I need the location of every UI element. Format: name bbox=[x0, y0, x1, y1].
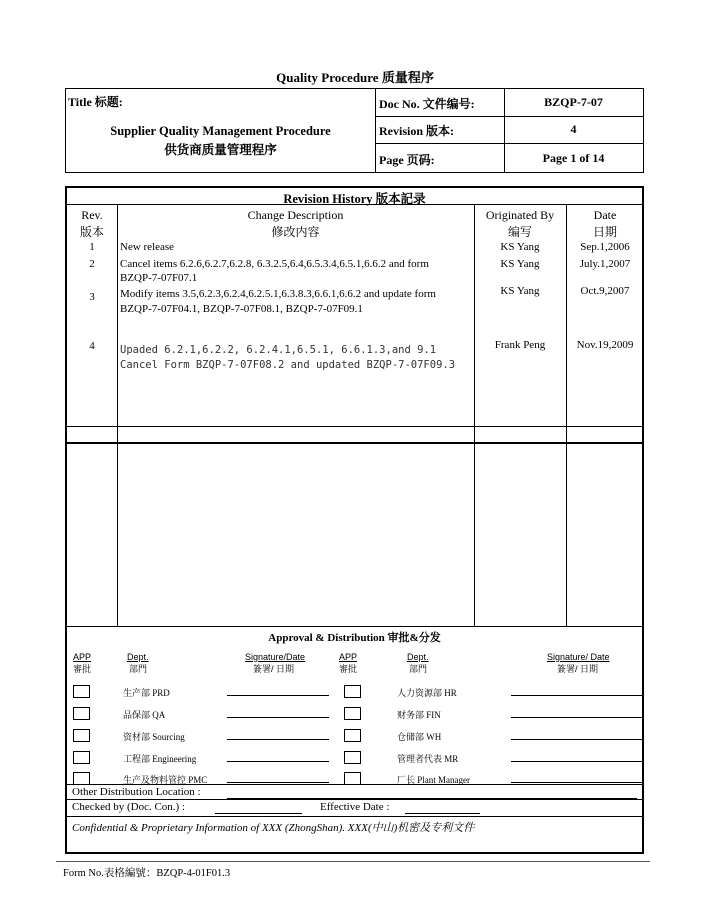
approval-checkbox[interactable] bbox=[73, 729, 90, 742]
col-desc-cn: 修改内容 bbox=[271, 225, 320, 239]
desc-cell: Cancel items 6.2.6,6.2.7,6.2.8, 6.3.2.5,6.4,6.5.3.4,6.5.1,6.6.2 and form bbox=[120, 258, 429, 270]
col-desc-en: Change Description bbox=[247, 208, 344, 222]
signature-line[interactable] bbox=[227, 717, 329, 718]
col-orig-cn: 编写 bbox=[507, 225, 532, 239]
effective-date-label: Effective Date : bbox=[320, 801, 390, 813]
procedure-name-cn: 供货商质量管理程序 bbox=[164, 143, 277, 157]
doc-no-label: Doc No. 文件编号: bbox=[379, 97, 475, 111]
signature-line[interactable] bbox=[511, 739, 642, 740]
approval-checkbox[interactable] bbox=[344, 729, 361, 742]
dept-label: 生产及物料管控 PMC bbox=[123, 775, 208, 785]
col-app-cn: 審批 bbox=[73, 664, 92, 674]
approval-checkbox[interactable] bbox=[344, 707, 361, 720]
procedure-name-en: Supplier Quality Management Procedure bbox=[110, 124, 331, 138]
col-date-cn: 日期 bbox=[592, 225, 617, 239]
confidential-notice: Confidential & Proprietary Information of XXX (ZhongShan). XXX(中山)机密及专利文件 bbox=[72, 822, 475, 834]
approval-checkbox[interactable] bbox=[73, 751, 90, 764]
dept-label: 生产部 PRD bbox=[123, 688, 170, 698]
signature-line[interactable] bbox=[227, 782, 329, 783]
originator-cell: Frank Peng bbox=[494, 339, 546, 351]
originator-cell: KS Yang bbox=[500, 241, 540, 253]
col-date-en: Date bbox=[593, 208, 617, 222]
dept-label: 管理者代表 MR bbox=[397, 754, 459, 764]
revision-label: Revision 版本: bbox=[379, 124, 455, 138]
dept-label: 人力资源部 HR bbox=[397, 688, 457, 698]
rev-cell: 1 bbox=[89, 241, 95, 253]
date-cell: July.1,2007 bbox=[579, 258, 631, 270]
desc-cell-line2: BZQP-7-07F04.1, BZQP-7-07F08.1, BZQP-7-07F09.1 bbox=[120, 303, 363, 315]
approval-checkbox[interactable] bbox=[73, 772, 90, 785]
signature-line[interactable] bbox=[511, 761, 642, 762]
dept-label: 资材部 Sourcing bbox=[123, 732, 185, 742]
signature-line[interactable] bbox=[227, 695, 329, 696]
approval-checkbox[interactable] bbox=[344, 751, 361, 764]
col-app-en: APP bbox=[73, 652, 92, 662]
originator-cell: KS Yang bbox=[500, 258, 540, 270]
page-value: Page 1 of 14 bbox=[542, 151, 605, 165]
col-orig-en: Originated By bbox=[485, 208, 555, 222]
title-label: Title 标题: bbox=[68, 95, 123, 109]
desc-cell-line2: Cancel Form BZQP-7-07F08.2 and updated BZQP-7-07F09.3 bbox=[120, 359, 456, 371]
approval-checkbox[interactable] bbox=[344, 772, 361, 785]
dept-label: 财务部 FIN bbox=[397, 710, 441, 720]
col-dept-en: Dept. bbox=[127, 652, 149, 662]
col-dept2-cn: 部門 bbox=[409, 664, 428, 674]
revision-history-heading: Revision History 版本記录 bbox=[283, 192, 426, 206]
desc-cell: Upaded 6.2.1,6.2.2, 6.2.4.1,6.5.1, 6.6.1.3,and 9.1 bbox=[120, 344, 437, 356]
col-app2-cn: 審批 bbox=[339, 664, 358, 674]
page-title: Quality Procedure 质量程序 bbox=[276, 70, 434, 85]
originator-cell: KS Yang bbox=[500, 285, 540, 297]
col-sig1-en: Signature/Date bbox=[245, 652, 306, 662]
signature-line[interactable] bbox=[227, 739, 329, 740]
approval-heading: Approval & Distribution 审批&分发 bbox=[268, 632, 441, 644]
desc-cell: Modify items 3.5,6.2.3,6.2.4,6.2.5.1,6.3.8.3,6.6.1,6.6.2 and update form bbox=[120, 288, 436, 300]
footer-rule bbox=[56, 861, 650, 862]
desc-cell: New release bbox=[120, 241, 175, 253]
signature-line[interactable] bbox=[511, 695, 642, 696]
desc-cell-line2: BZQP-7-07F07.1 bbox=[120, 272, 198, 284]
date-cell: Sep.1,2006 bbox=[580, 241, 630, 253]
rev-cell: 2 bbox=[89, 258, 95, 270]
approval-checkbox[interactable] bbox=[344, 685, 361, 698]
dept-label: 仓储部 WH bbox=[397, 732, 442, 742]
signature-line[interactable] bbox=[227, 761, 329, 762]
date-cell: Oct.9,2007 bbox=[580, 285, 630, 297]
col-rev-cn: 版本 bbox=[79, 225, 104, 239]
col-sig2-cn: 簽署/ 日期 bbox=[557, 664, 599, 674]
dept-label: 品保部 QA bbox=[123, 710, 166, 720]
signature-line[interactable] bbox=[511, 782, 642, 783]
approval-checkbox[interactable] bbox=[73, 685, 90, 698]
form-number: Form No.表格編號：BZQP-4-01F01.3 bbox=[63, 868, 231, 879]
rev-cell: 4 bbox=[89, 340, 95, 352]
col-sig1-cn: 簽署/ 日期 bbox=[253, 664, 295, 674]
effective-date-line[interactable] bbox=[405, 813, 480, 814]
revision-value: 4 bbox=[570, 122, 577, 136]
checked-by-line[interactable] bbox=[215, 813, 302, 814]
dept-label: 工程部 Engineering bbox=[123, 754, 197, 764]
other-distribution-line[interactable] bbox=[227, 798, 637, 799]
col-dept-cn: 部門 bbox=[129, 664, 148, 674]
date-cell: Nov.19,2009 bbox=[576, 339, 634, 351]
revision-history-table bbox=[65, 186, 644, 854]
col-sig2-en: Signature/ Date bbox=[547, 652, 610, 662]
header-table bbox=[65, 88, 644, 173]
doc-no-value: BZQP-7-07 bbox=[544, 95, 603, 109]
col-app2-en: APP bbox=[339, 652, 358, 662]
rev-cell: 3 bbox=[89, 291, 95, 303]
approval-checkbox[interactable] bbox=[73, 707, 90, 720]
other-distribution-label: Other Distribution Location : bbox=[72, 786, 201, 798]
checked-by-label: Checked by (Doc. Con.) : bbox=[72, 801, 186, 813]
col-dept2-en: Dept. bbox=[407, 652, 429, 662]
col-rev-en: Rev. bbox=[81, 208, 103, 222]
dept-label: 厂长 Plant Manager bbox=[397, 775, 470, 785]
page-label: Page 页码: bbox=[379, 153, 435, 167]
signature-line[interactable] bbox=[511, 717, 642, 718]
